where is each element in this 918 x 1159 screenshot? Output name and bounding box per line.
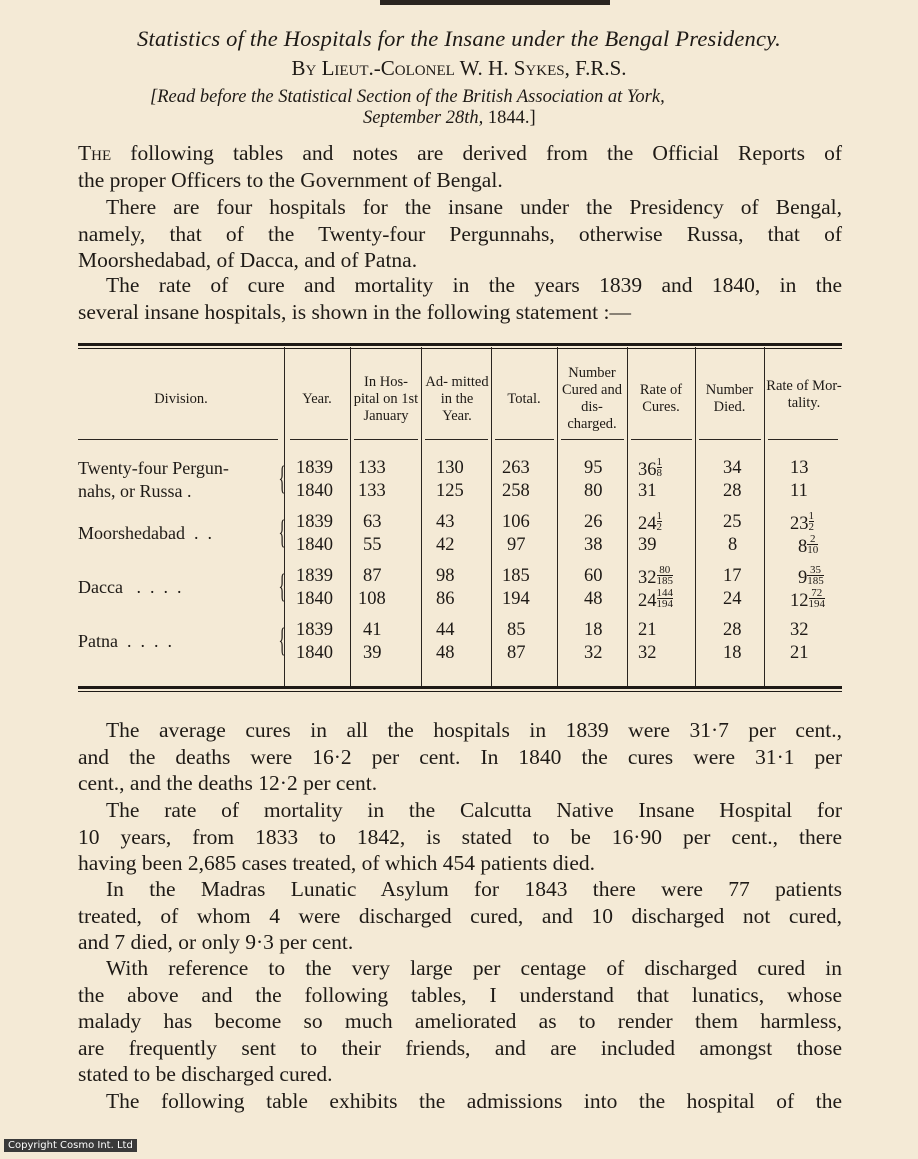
in-hospital-cell: 108 (358, 589, 386, 609)
leader-dots: . . . . (118, 631, 172, 651)
division-name-text: Patna (78, 631, 118, 651)
fraction-denominator: 194 (656, 598, 673, 610)
header-underline (699, 439, 761, 440)
admitted-cell: 130 (436, 458, 464, 478)
rate-mortality-cell (790, 619, 809, 641)
cured-cell: 48 (584, 589, 603, 609)
in-hospital-cell: 133 (358, 458, 386, 478)
rate-cures-cell-whole: 21 (638, 620, 657, 640)
rate-mortality-cell (790, 457, 809, 479)
rate-mortality-cell-whole: 23 (790, 514, 809, 534)
total-cell: 185 (502, 566, 530, 586)
intro-paragraph (78, 140, 842, 193)
fraction-denominator: 10 (807, 544, 819, 556)
fraction-numerator: 1 (656, 510, 662, 522)
died-cell: 17 (723, 566, 742, 586)
rate-mortality-cell (798, 565, 824, 589)
paragraph-averages (78, 717, 842, 797)
header-year: Year. (302, 390, 332, 407)
year-cell: 1840 (296, 643, 333, 663)
division-name-text: Moorshedabad (78, 523, 185, 543)
header-underline (495, 439, 554, 440)
fraction-numerator: 35 (807, 565, 824, 576)
fraction (657, 588, 674, 609)
division-name (78, 576, 181, 598)
brace-icon: { (278, 460, 286, 497)
header-died: Number Died. (705, 382, 754, 415)
year-cell: 1839 (296, 458, 333, 478)
died-cell: 24 (723, 589, 742, 609)
division-name-line: Twenty-four Pergun- (78, 458, 229, 478)
paragraph-line: treated, of whom 4 were discharged cured, and 10 discharged not cured, (78, 903, 842, 928)
cured-cell: 95 (584, 458, 603, 478)
paragraph-line: the above and the following tables, I understand that lunatics, whose (78, 982, 842, 1007)
fraction-numerator: 144 (656, 587, 673, 599)
paragraph-madras (78, 876, 842, 956)
fraction-numerator: 1 (656, 456, 662, 468)
division-name (78, 457, 229, 503)
fraction (657, 457, 663, 478)
fraction (807, 534, 818, 555)
paragraph-line: and 7 died, or only 9·3 per cent. (78, 930, 354, 954)
died-cell: 28 (723, 481, 742, 501)
paragraph-line: In the Madras Lunatic Asylum for 1843 there were 77 patients (106, 877, 842, 901)
rate-mortality-cell-whole: 9 (798, 568, 808, 588)
total-cell: 97 (507, 535, 526, 555)
paragraph-reference (78, 955, 842, 1088)
rate-cures-cell (638, 588, 673, 612)
read-note-date: September 28th, (363, 108, 484, 128)
total-cell: 258 (502, 481, 530, 501)
year-cell: 1840 (296, 481, 333, 501)
leader-dots: . . . . (122, 577, 182, 597)
cured-cell: 32 (584, 643, 603, 663)
fraction-numerator: 2 (807, 534, 818, 545)
in-hospital-cell: 55 (363, 535, 382, 555)
fraction-numerator: 1 (808, 510, 814, 522)
admitted-cell: 44 (436, 620, 455, 640)
rate-cures-cell (638, 619, 657, 641)
paragraph-line: The rate of mortality in the Calcutta Native Insane Hospital for (106, 798, 842, 822)
paragraph-line: With reference to the very large per centage of discharged cured in (106, 956, 842, 980)
paragraph-following (78, 1088, 842, 1115)
header-in-hospital: In Hos- pital on 1st January (353, 373, 419, 424)
paragraph-hospitals (78, 194, 842, 274)
year-cell: 1839 (296, 620, 333, 640)
rate-cures-cell-whole: 36 (638, 460, 657, 480)
byline: By Lieut.-Colonel W. H. Sykes, F.R.S. (291, 56, 627, 80)
rate-cures-cell (638, 457, 662, 481)
header-underline (561, 439, 624, 440)
rate-cures-cell-whole: 32 (638, 568, 657, 588)
header-underline (425, 439, 488, 440)
fraction-numerator: 80 (657, 565, 674, 576)
died-cell: 25 (723, 512, 742, 532)
brace-icon: { (278, 622, 286, 659)
header-division: Division. (154, 390, 208, 407)
cured-cell: 38 (584, 535, 603, 555)
header-total: Total. (507, 390, 541, 407)
read-note-year: 1844.] (483, 108, 536, 128)
fraction-denominator: 185 (807, 575, 824, 587)
paragraph-line: namely, that of the Twenty-four Pergunnahs, otherwise Russa, that of (78, 221, 842, 246)
admitted-cell: 43 (436, 512, 455, 532)
fraction-denominator: 185 (656, 575, 673, 587)
fraction (657, 565, 674, 586)
fraction (809, 511, 815, 532)
leader-dots: . . (184, 523, 212, 543)
brace-icon: { (278, 568, 286, 605)
paragraph-line: The rate of cure and mortality in the years 1839 and 1840, in the (106, 273, 842, 297)
paragraph-line: There are four hospitals for the insane under the Presidency of Bengal, (106, 195, 842, 219)
rate-cures-cell (638, 642, 657, 664)
paragraph-line: cent., and the deaths 12·2 per cent. (78, 771, 378, 795)
total-cell: 106 (502, 512, 530, 532)
in-hospital-cell: 39 (363, 643, 382, 663)
rate-mortality-cell-whole: 13 (790, 458, 809, 478)
in-hospital-cell: 41 (363, 620, 382, 640)
column-divider (350, 347, 351, 687)
paragraph-line: and the deaths were 16·2 per cent. In 1840 the cures were 31·1 per (78, 744, 842, 769)
rate-cures-cell (638, 565, 673, 589)
died-cell: 8 (728, 535, 738, 555)
intro-line: the proper Officers to the Government of Bengal. (78, 167, 503, 192)
top-rule (380, 0, 610, 5)
column-divider (764, 347, 765, 687)
table-bottom-rule (78, 686, 842, 689)
in-hospital-cell: 133 (358, 481, 386, 501)
header-underline (768, 439, 838, 440)
statistics-table (78, 343, 842, 693)
total-cell: 85 (507, 620, 526, 640)
read-note-line2 (363, 108, 536, 129)
rate-mortality-cell (798, 534, 818, 558)
table-top-rule (78, 343, 842, 346)
rate-cures-cell-whole: 32 (638, 643, 657, 663)
paragraph-line: The average cures in all the hospitals in 1839 were 31·7 per cent., (106, 718, 842, 742)
rate-mortality-cell-whole: 12 (790, 591, 809, 611)
header-underline (631, 439, 692, 440)
admitted-cell: 48 (436, 643, 455, 663)
copyright-watermark: Copyright Cosmo Int. Ltd (4, 1139, 137, 1152)
rate-mortality-cell-whole: 21 (790, 643, 809, 663)
in-hospital-cell: 63 (363, 512, 382, 532)
cured-cell: 60 (584, 566, 603, 586)
fraction-denominator: 2 (656, 521, 662, 533)
read-note-line1: [Read before the Statistical Section of the British Association at York, (150, 87, 665, 107)
died-cell: 18 (723, 643, 742, 663)
paragraph-calcutta (78, 797, 842, 877)
paragraph-line: 10 years, from 1833 to 1842, is stated to be 16·90 per cent., there (78, 824, 842, 849)
admitted-cell: 125 (436, 481, 464, 501)
in-hospital-cell: 87 (363, 566, 382, 586)
cured-cell: 80 (584, 481, 603, 501)
rate-mortality-cell (790, 511, 814, 535)
paragraph-line: Moorshedabad, of Dacca, and of Patna. (78, 248, 418, 272)
rate-cures-cell-whole: 39 (638, 535, 657, 555)
paragraph-line: stated to be discharged cured. (78, 1062, 333, 1086)
table-bottom-rule-thin (78, 691, 842, 692)
rate-mortality-cell-whole: 8 (798, 537, 808, 557)
article-title: Statistics of the Hospitals for the Insane under the Bengal Presidency. (137, 26, 781, 51)
fraction (657, 511, 663, 532)
paragraph-line: several insane hospitals, is shown in the following statement :— (78, 299, 631, 324)
division-name-line: nahs, or Russa . (78, 481, 192, 501)
rate-mortality-cell-whole: 32 (790, 620, 809, 640)
year-cell: 1840 (296, 535, 333, 555)
rate-mortality-cell (790, 480, 808, 502)
fraction-denominator: 194 (808, 598, 825, 610)
fraction (809, 588, 826, 609)
total-cell: 263 (502, 458, 530, 478)
total-cell: 87 (507, 643, 526, 663)
paragraph-line: are frequently sent to their friends, and are included amongst those (78, 1035, 842, 1060)
paragraph-line: The following table exhibits the admissions into the hospital of the (106, 1089, 842, 1113)
header-underline (290, 439, 348, 440)
year-cell: 1839 (296, 512, 333, 532)
rate-mortality-cell (790, 588, 825, 612)
header-underline (354, 439, 418, 440)
paragraph-line: having been 2,685 cases treated, of which 454 patients died. (78, 851, 596, 875)
column-divider (421, 347, 422, 687)
year-cell: 1839 (296, 566, 333, 586)
header-underline (78, 439, 278, 440)
year-cell: 1840 (296, 589, 333, 609)
brace-icon: { (278, 514, 286, 551)
cured-cell: 18 (584, 620, 603, 640)
intro-lead: The (78, 141, 112, 165)
paragraph-line: malady has become so much ameliorated as to render them harmless, (78, 1009, 842, 1033)
division-name (78, 522, 212, 544)
fraction-numerator: 72 (809, 588, 826, 599)
admitted-cell: 86 (436, 589, 455, 609)
header-cured: Number Cured and dis- charged. (562, 365, 622, 432)
total-cell: 194 (502, 589, 530, 609)
admitted-cell: 42 (436, 535, 455, 555)
table-top-rule-thin (78, 348, 842, 349)
paragraph-rate (78, 272, 842, 325)
rate-cures-cell (638, 534, 657, 556)
admitted-cell: 98 (436, 566, 455, 586)
column-divider (557, 347, 558, 687)
rate-mortality-cell-whole: 11 (790, 481, 808, 501)
division-name-text: Dacca (78, 577, 123, 597)
division-name (78, 630, 172, 652)
intro-line-text: following tables and notes are derived from the Official Reports of (111, 141, 842, 165)
fraction-denominator: 2 (808, 521, 814, 533)
fraction (807, 565, 824, 586)
rate-cures-cell (638, 511, 662, 535)
intro-line (78, 140, 842, 167)
died-cell: 28 (723, 620, 742, 640)
header-rate-mortality: Rate of Mor- tality. (766, 378, 842, 411)
died-cell: 34 (723, 458, 742, 478)
cured-cell: 26 (584, 512, 603, 532)
rate-cures-cell-whole: 24 (638, 591, 657, 611)
rate-cures-cell-whole: 31 (638, 481, 657, 501)
rate-cures-cell (638, 480, 657, 502)
fraction-denominator: 8 (656, 467, 662, 479)
rate-cures-cell-whole: 24 (638, 514, 657, 534)
header-rate-cures: Rate of Cures. (639, 382, 683, 415)
header-admitted: Ad- mitted in the Year. (425, 373, 489, 424)
rate-mortality-cell (790, 642, 809, 664)
